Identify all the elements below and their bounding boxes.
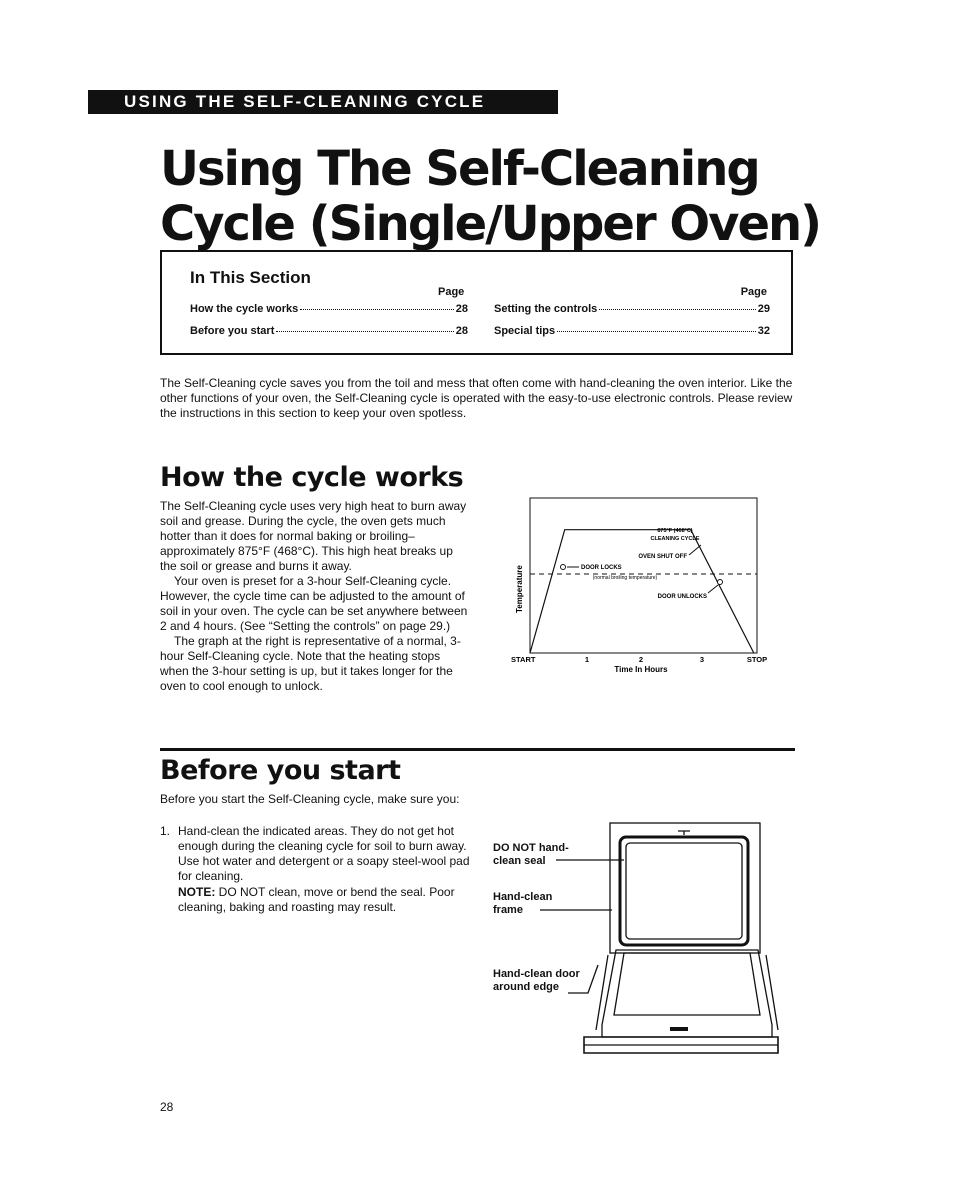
x-tick-label: START [511, 655, 536, 664]
oven-door-window [614, 953, 760, 1015]
toc-leader-dots [300, 309, 454, 310]
list-item-number: 1. [160, 824, 171, 838]
toc-leader-dots [276, 331, 453, 332]
x-axis-label: Time In Hours [614, 665, 668, 674]
door-callout-leader [568, 965, 598, 993]
toc-item-page: 32 [757, 325, 770, 337]
page-title [160, 142, 860, 252]
toc-item-setting-controls[interactable] [494, 303, 770, 315]
before-lead-text: Before you start the Self-Cleaning cycle, make sure you: [160, 792, 460, 806]
toc-page-header-left: Page [438, 286, 465, 298]
callout-seal-line-2: clean seal [493, 855, 546, 867]
door-locks-marker [561, 565, 566, 570]
x-tick-label: 2 [638, 655, 644, 664]
toc-item-page: 28 [455, 325, 468, 337]
callout-frame-line-2: frame [493, 904, 523, 916]
door-unlocks-arrow [708, 585, 718, 593]
toc-item-how-cycle-works[interactable] [190, 303, 468, 315]
callout-door-line-1: Hand-clean door [493, 968, 580, 980]
oven-door-open [602, 950, 772, 1037]
toc-leader-dots [557, 331, 756, 332]
in-this-section-box [160, 250, 793, 355]
oven-door-illustration [540, 815, 785, 1060]
callout-seal-line-1: DO NOT hand- [493, 842, 569, 854]
toc-item-page: 28 [455, 303, 468, 315]
oven-door-badge [670, 1027, 688, 1031]
oven-shut-off-label: OVEN SHUT OFF [638, 554, 687, 560]
x-tick-label: STOP [746, 655, 768, 664]
before-you-start-heading: Before you start [160, 755, 401, 786]
list-item-1-note [178, 885, 470, 915]
x-axis-ticks [511, 655, 767, 664]
toc-item-before-you-start[interactable] [190, 325, 468, 337]
oven-interior [626, 843, 742, 939]
normal-broiling-label: (normal broiling temperature) [592, 575, 658, 581]
self-cleaning-temperature-chart [505, 495, 780, 680]
peak-temperature-label: 875°F (468°C) [657, 528, 693, 534]
toc-heading: In This Section [190, 268, 311, 287]
note-label: NOTE: [178, 885, 216, 899]
oven-shut-off-arrow [689, 545, 701, 555]
oven-door-seal [620, 837, 748, 945]
page-title-line-1: Using The Self-Cleaning [160, 141, 759, 197]
toc-page-header-right: Page [740, 286, 767, 298]
how-paragraph-1: The Self-Cleaning cycle uses very high heat to burn away soil and grease. During the cycle, the oven gets much hotter than it does for normal baking or broiling–approximately 875°F (468°C). This high heat breaks up the soil or grease and burns it away. [160, 499, 467, 573]
how-cycle-works-heading: How the cycle works [160, 462, 464, 493]
callout-frame-line-1: Hand-clean [493, 891, 553, 903]
toc-item-label: Before you start [190, 325, 275, 337]
toc-item-page: 29 [757, 303, 770, 315]
temperature-series-line [530, 530, 754, 653]
toc-item-label: Setting the controls [494, 303, 598, 315]
oven-light-icon [678, 831, 690, 835]
note-text: DO NOT clean, move or bend the seal. Poor cleaning, baking and roasting may result. [178, 885, 455, 914]
section-banner: USING THE SELF-CLEANING CYCLE [88, 90, 558, 114]
cleaning-cycle-label: CLEANING CYCLE [650, 536, 700, 542]
toc-item-special-tips[interactable] [494, 325, 770, 337]
x-tick-label: 3 [699, 655, 705, 664]
door-unlocks-label: DOOR UNLOCKS [657, 594, 707, 600]
y-axis-label: Temperature [515, 565, 524, 613]
how-cycle-works-text [160, 499, 472, 694]
section-divider [160, 748, 795, 751]
intro-paragraph: The Self-Cleaning cycle saves you from the toil and mess that often come with hand-cleaning the oven interior. Like the other functions of your oven, the Self-Cleaning cycle is operated with the easy-to-use electronic controls. Please review the instructions in this section to keep your oven spotless. [160, 376, 793, 420]
list-item-1-instructions: Hand-clean the indicated areas. They do not get hot enough during the cleaning cycle for soil to burn away. Use hot water and detergent or a soapy steel-wool pad for cleaning. [178, 824, 470, 883]
x-tick-label: 1 [584, 655, 590, 664]
toc-item-label: How the cycle works [190, 303, 299, 315]
oven-door-edge-lines [596, 955, 778, 1030]
page-title-line-2: Cycle (Single/Upper Oven) [160, 196, 821, 252]
callout-door-line-2: around edge [493, 981, 560, 993]
toc-leader-dots [599, 309, 755, 310]
how-paragraph-3: The graph at the right is representative of a normal, 3-hour Self-Cleaning cycle. Note that the heating stops when the 3-hour setting is up, but it takes longer for the oven to cool enough to unlock. [160, 634, 461, 693]
door-locks-label: DOOR LOCKS [581, 565, 622, 571]
door-unlocks-marker [718, 580, 723, 585]
list-item-1-text [178, 824, 470, 915]
toc-item-label: Special tips [494, 325, 556, 337]
how-paragraph-2: Your oven is preset for a 3-hour Self-Cleaning cycle. However, the cycle time can be adjusted to the amount of soil in your oven. The cycle can be set anywhere between 2 and 4 hours. (See “Setting the controls” on page 29.) [160, 574, 468, 633]
page-number: 28 [160, 1100, 174, 1114]
